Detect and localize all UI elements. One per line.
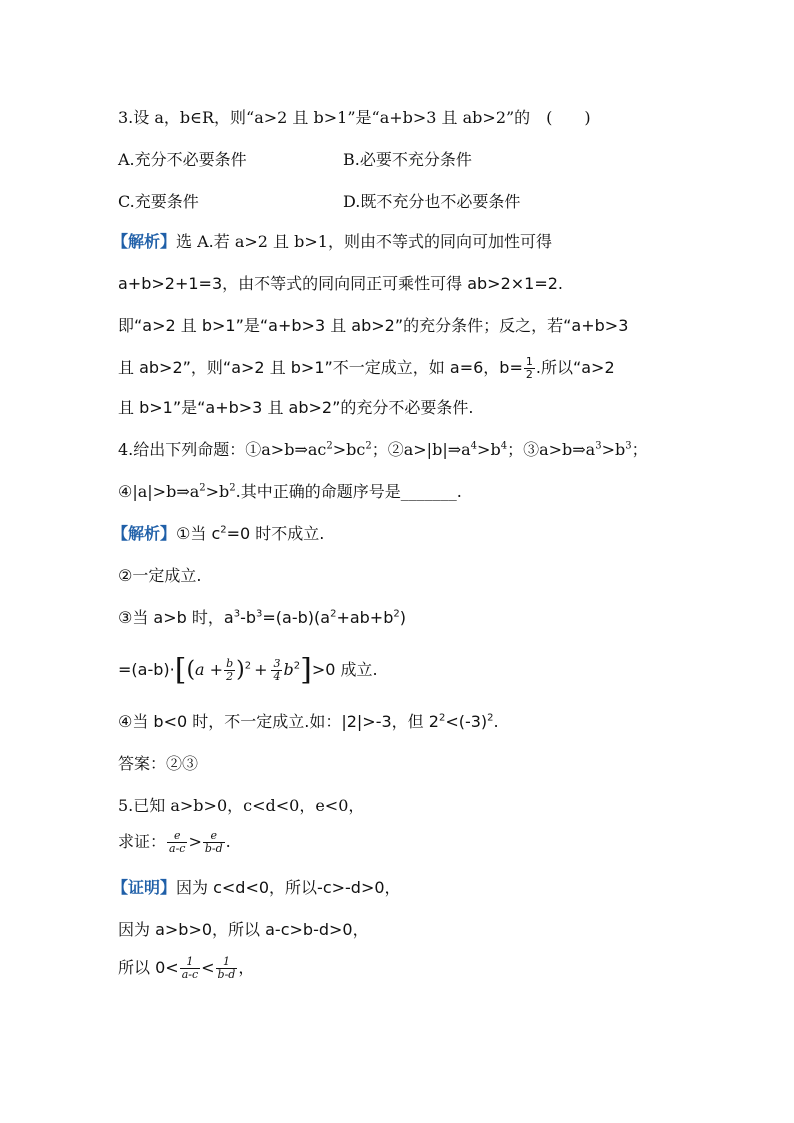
q5-proof-line1: 【证明】因为 c<d<0，所以-c>-d>0，	[112, 878, 401, 897]
q3-solution-line2: a+b>2+1=3，由不等式的同向同正可乘性可得 ab>2×1=2.	[118, 274, 564, 293]
fraction-1-over-a-minus-c: $\frac{1}{a-c}$	[181, 955, 199, 981]
q3-options-row2	[118, 192, 521, 212]
analysis-tag: 【解析】	[112, 232, 177, 251]
q3-option-c: C.充要条件	[118, 192, 199, 211]
fraction-b-over-2: $\frac{b}{2}$	[226, 657, 234, 683]
q3-stem: 3.设 a，b∈R，则“a>2 且 b>1”是“a+b>3 且 ab>2”的 ( )	[118, 108, 591, 127]
q3-solution-line4: 且 ab>2”，则“a>2 且 b>1”不一定成立，如 a=6，b= $\frac{1}{2}$ .所以“a>2	[118, 355, 615, 381]
analysis-tag: 【解析】	[112, 524, 177, 543]
q4-stem-line1: 4.给出下列命题：$①a>b\Rightarrow ac^2>bc^2$；$②a>|b|\Rightarrow a^4>b^4$；$③a>b\Rightarrow a^3>b^3$；	[118, 440, 648, 459]
q3-solution-line5: 且 b>1”是“a+b>3 且 ab>2”的充分不必要条件.	[118, 398, 474, 417]
fraction-one-half: $\frac{1}{2}$	[525, 355, 533, 381]
q3-options-row1	[118, 150, 472, 170]
q3-solution-line1: 【解析】选 A.若 a>2 且 b>1，则由不等式的同向可加性可得	[112, 232, 552, 251]
fraction-1-over-b-minus-d: $\frac{1}{b-d}$	[217, 955, 236, 981]
proof-tag: 【证明】	[112, 878, 177, 897]
q4-solution-line2: ②一定成立.	[118, 566, 202, 585]
q4-solution-line1: 【解析】①当 $c^2=0$ 时不成立.	[112, 524, 325, 543]
fraction-e-over-a-minus-c: $\frac{e}{a-c}$	[169, 829, 186, 855]
q4-solution-line3: ③当 a>b 时，$a^3-b^3=(a-b)(a^2+ab+b^2)$	[118, 608, 406, 627]
q4-stem-line2: $④|a|>b\Rightarrow a^2>b^2$.其中正确的命题序号是_______.	[118, 482, 462, 501]
q4-solution-line4: =(a-b)·[(a + $\frac{b}{2}$ )$^2$ + $\frac{3}{4}$ $b^2]>0$ 成立.	[118, 652, 378, 688]
q3-solution-line3: 即“a>2 且 b>1”是“a+b>3 且 ab>2”的充分条件；反之，若“a+b>3	[118, 316, 629, 335]
q5-proof-line2: 因为 a>b>0，所以 a-c>b-d>0，	[118, 920, 369, 939]
q5-stem-line1: 5.已知 a>b>0，c<d<0，e<0，	[118, 796, 365, 815]
q4-solution-line5: ④当 b<0 时，不一定成立.如：|2|>-3，但 $2^2<(-3)^2$.	[118, 712, 499, 731]
fraction-3-over-4: $\frac{3}{4}$	[273, 657, 281, 683]
q3-option-d: D.既不充分也不必要条件	[343, 192, 521, 211]
fraction-e-over-b-minus-d: $\frac{e}{b-d}$	[204, 829, 223, 855]
q3-option-b: B.必要不充分条件	[343, 150, 472, 169]
q4-answer: 答案：②③	[118, 754, 199, 773]
q3-option-a: A.充分不必要条件	[118, 150, 247, 169]
q5-stem-line2: 求证： $\frac{e}{a-c}$ > $\frac{e}{b-d}$ .	[118, 829, 231, 855]
q5-proof-line3: 所以 0< $\frac{1}{a-c}$ < $\frac{1}{b-d}$ ，	[118, 955, 255, 981]
